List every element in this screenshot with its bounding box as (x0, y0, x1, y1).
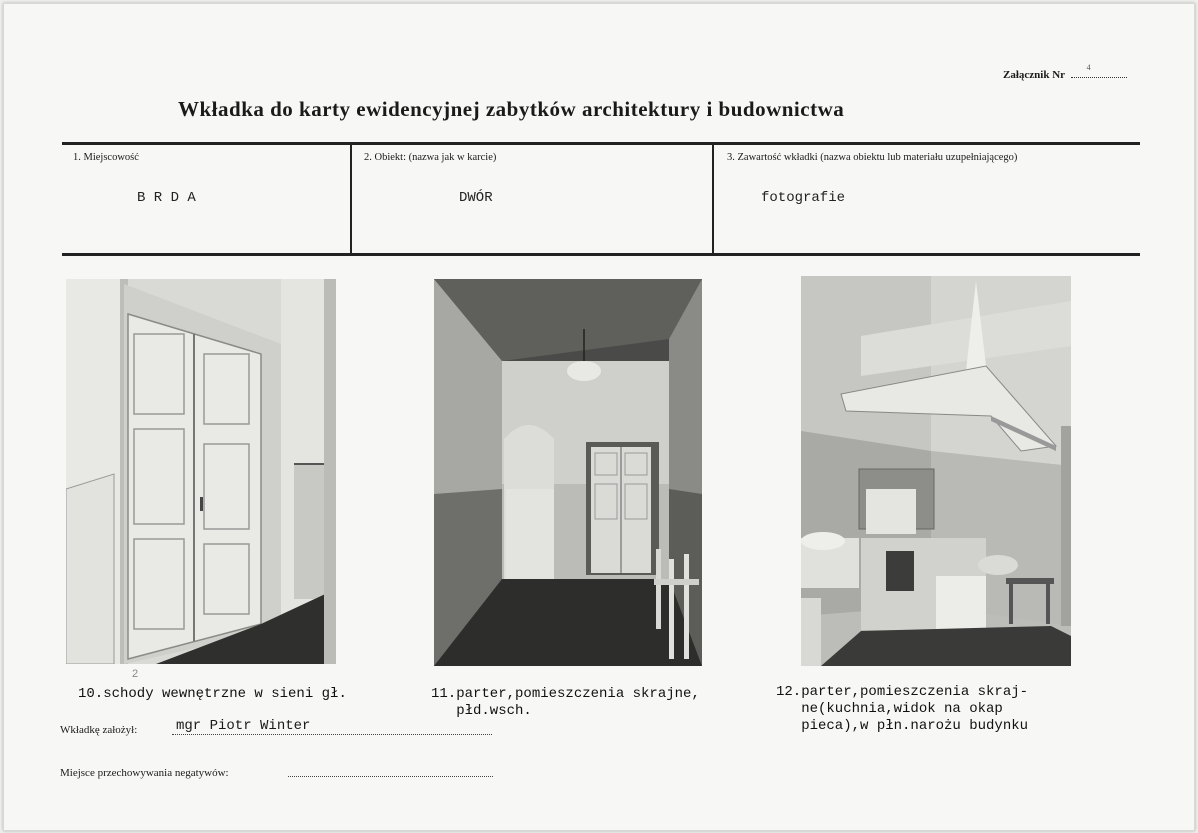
annex-dots (1071, 63, 1127, 78)
photo-1-staircase-hall (66, 279, 336, 664)
photo-2-caption: 11.parter,pomieszczenia skrajne, płd.wsch. (431, 686, 700, 719)
column-divider-2 (712, 145, 714, 255)
annex-number (1003, 63, 1127, 81)
photo-2-ground-floor-room (434, 279, 702, 666)
created-by-value: mgr Piotr Winter (176, 718, 311, 734)
photo-1-caption: 10.schody wewnętrzne w sieni gł. (78, 686, 347, 702)
object-value: DWÓR (459, 190, 493, 206)
photo-2-image (434, 279, 702, 666)
photo-3-image (801, 276, 1071, 666)
photo-3-caption: 12.parter,pomieszczenia skraj- ne(kuchnia,widok na okap pieca),w płn.narożu budynku (776, 684, 1029, 734)
pencil-note: 2 (132, 668, 139, 680)
content-value: fotografie (761, 190, 846, 206)
annex-label: Załącznik Nr (1003, 69, 1065, 81)
negatives-label: Miejsce przechowywania negatywów: (60, 767, 229, 779)
photo-1-image (66, 279, 336, 664)
column-divider-1 (350, 145, 352, 255)
annex-number-value: 4 (1086, 63, 1091, 72)
photo-3-kitchen-hood (801, 276, 1071, 666)
bottom-rule (62, 253, 1140, 256)
top-rule (62, 142, 1140, 145)
negatives-line (288, 775, 493, 777)
locality-label: 1. Miejscowość (73, 152, 139, 163)
created-by-label: Wkładkę założył: (60, 724, 138, 736)
content-label: 3. Zawartość wkładki (nazwa obiektu lub materiału uzupełniającego) (727, 152, 1018, 163)
page-title: Wkładka do karty ewidencyjnej zabytków architektury i budownictwa (178, 97, 845, 121)
object-label: 2. Obiekt: (nazwa jak w karcie) (364, 152, 497, 163)
locality-value: B R D A (137, 190, 196, 206)
